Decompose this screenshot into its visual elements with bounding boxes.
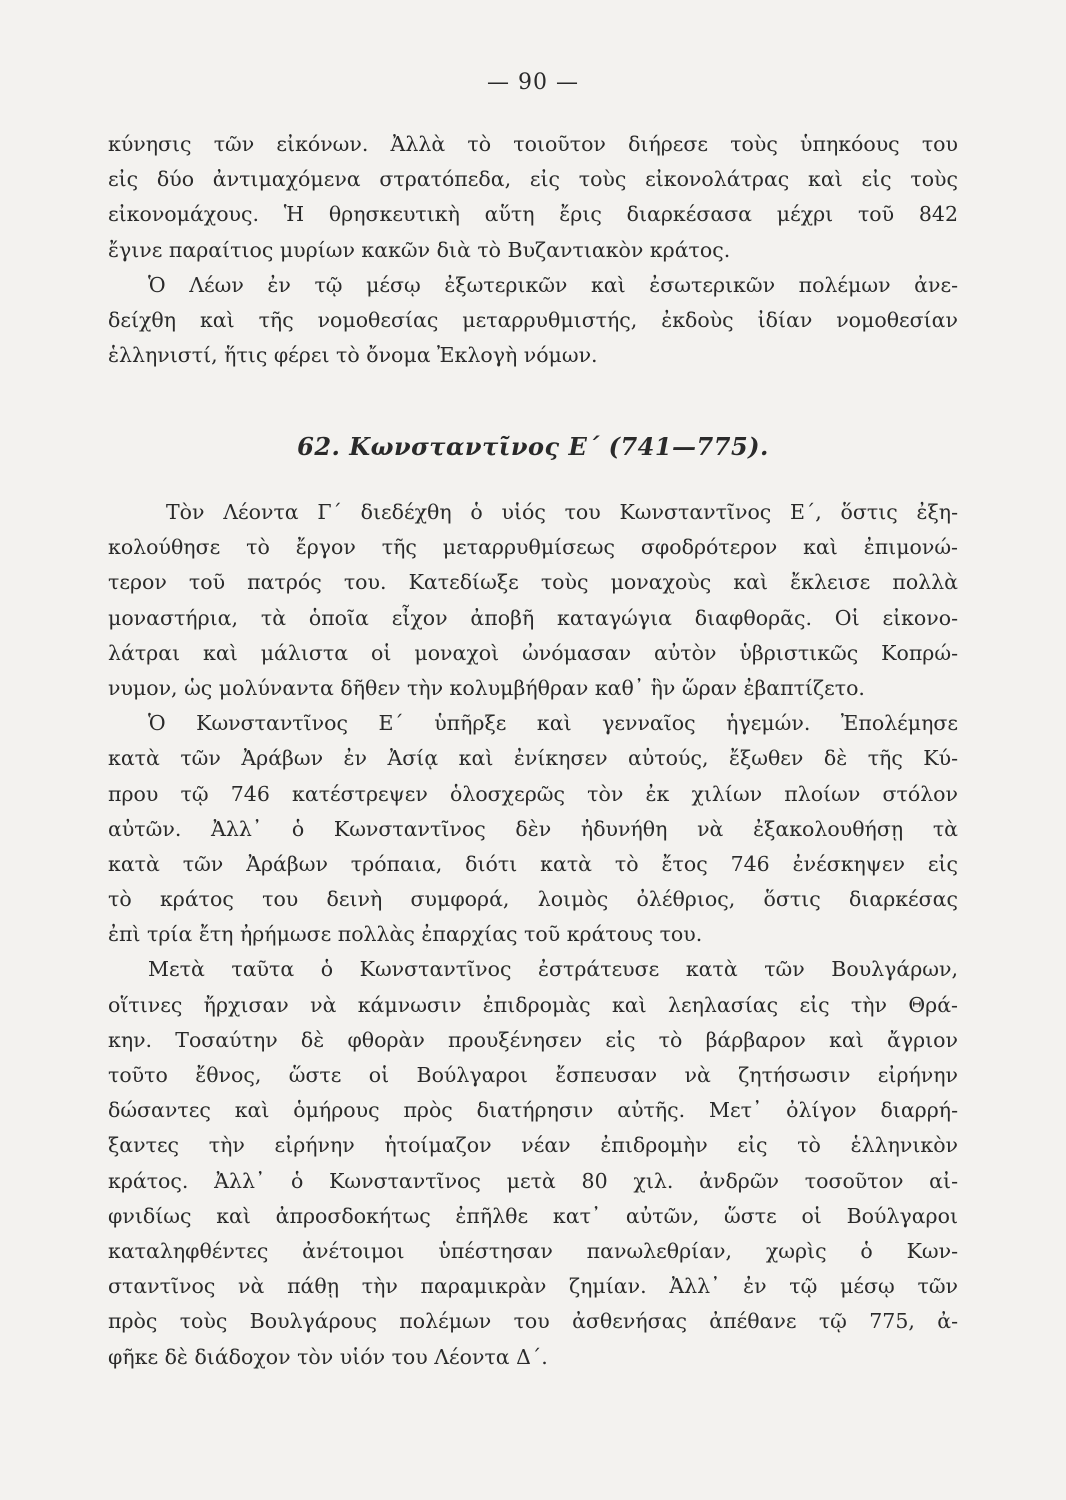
- text-line: τὸ κράτος του δεινὴ συμφορά, λοιμὸς ὀλέθριος, ὅστις διαρκέσας: [108, 887, 958, 912]
- text-line: κατὰ τῶν Ἀράβων τρόπαια, διότι κατὰ τὸ ἔτος 746 ἐνέσκηψεν εἰς: [108, 851, 958, 876]
- text-line: Μετὰ ταῦτα ὁ Κωνσταντῖνος ἐστράτευσε κατὰ τῶν Βουλγάρων,: [148, 957, 958, 982]
- section-heading: 62. Κωνσταντῖνος Ε΄ (741—775).: [297, 432, 769, 461]
- page-number: — 90 —: [487, 70, 579, 95]
- text-line: καταληφθέντες ἀνέτοιμοι ὑπέστησαν πανωλεθρίαν, χωρὶς ὁ Κων-: [108, 1238, 958, 1263]
- text-line: κην. Τοσαύτην δὲ φθορὰν προυξένησεν εἰς τὸ βάρβαρον καὶ ἄγριον: [108, 1027, 958, 1052]
- text-line: ἑλληνιστί, ἥτις φέρει τὸ ὄνομα Ἐκλογὴ νόμων.: [108, 343, 598, 368]
- text-line: ἐπὶ τρία ἔτη ἠρήμωσε πολλὰς ἐπαρχίας τοῦ κράτους του.: [108, 922, 703, 947]
- text-line: τοῦτο ἔθνος, ὥστε οἱ Βούλγαροι ἔσπευσαν νὰ ζητήσωσιν εἰρήνην: [108, 1063, 958, 1087]
- text-line: κράτος. Ἀλλ᾽ ὁ Κωνσταντῖνος μετὰ 80 χιλ. ἀνδρῶν τοσοῦτον αἰ-: [108, 1168, 958, 1193]
- text-block-upper: [108, 127, 958, 373]
- text-line: τερον τοῦ πατρός του. Κατεδίωξε τοὺς μοναχοὺς καὶ ἔκλεισε πολλὰ: [108, 570, 958, 595]
- text-line: κατὰ τῶν Ἀράβων ἐν Ἀσίᾳ καὶ ἐνίκησεν αὐτούς, ἔξωθεν δὲ τῆς Κύ-: [108, 746, 958, 771]
- text-line: λάτραι καὶ μάλιστα οἱ μοναχοὶ ὠνόμασαν αὐτὸν ὑβριστικῶς Κοπρώ-: [108, 640, 958, 665]
- text-line: μοναστήρια, τὰ ὁποῖα εἶχον ἀποβῆ καταγώγια διαφθορᾶς. Οἱ εἰκονο-: [108, 605, 958, 630]
- text-line: εἰκονομάχους. Ἡ θρησκευτικὴ αὕτη ἔρις διαρκέσασα μέχρι τοῦ 842: [108, 202, 958, 227]
- text-line: κολούθησε τὸ ἔργον τῆς μεταρρυθμίσεως σφοδρότερον καὶ ἐπιμονώ-: [108, 535, 958, 560]
- text-line: δώσαντες καὶ ὁμήρους πρὸς διατήρησιν αὐτῆς. Μετ᾽ ὀλίγον διαρρή-: [108, 1098, 958, 1123]
- text-line: εἰς δύο ἀντιμαχόμενα στρατόπεδα, εἰς τοὺς εἰκονολάτρας καὶ εἰς τοὺς: [108, 167, 958, 192]
- text-line: ξαντες τὴν εἰρήνην ἡτοίμαζον νέαν ἐπιδρομὴν εἰς τὸ ἑλληνικὸν: [108, 1133, 958, 1158]
- text-line: νυμον, ὡς μολύναντα δῆθεν τὴν κολυμβήθραν καθ᾽ ἣν ὥραν ἐβαπτίζετο.: [108, 675, 865, 700]
- text-line: ἔγινε παραίτιος μυρίων κακῶν διὰ τὸ Βυζαντιακὸν κράτος.: [108, 237, 731, 262]
- text-line: Ὁ Λέων ἐν τῷ μέσῳ ἐξωτερικῶν καὶ ἐσωτερικῶν πολέμων ἀνε-: [148, 272, 958, 297]
- text-line: πρὸς τοὺς Βουλγάρους πολέμων του ἀσθενήσας ἀπέθανε τῷ 775, ἀ-: [108, 1309, 958, 1334]
- text-line: φῆκε δὲ διάδοχον τὸν υἱόν του Λέοντα Δ΄.: [108, 1344, 548, 1369]
- text-line: κύνησις τῶν εἰκόνων. Ἀλλὰ τὸ τοιοῦτον διήρεσε τοὺς ὑπηκόους του: [108, 132, 958, 156]
- text-line: Ὁ Κωνσταντῖνος Ε΄ ὑπῆρξε καὶ γενναῖος ἡγεμών. Ἐπολέμησε: [148, 711, 958, 736]
- text-line: οἵτινες ἤρχισαν νὰ κάμνωσιν ἐπιδρομὰς καὶ λεηλασίας εἰς τὴν Θρά-: [108, 992, 958, 1017]
- text-line: δείχθη καὶ τῆς νομοθεσίας μεταρρυθμιστής, ἐκδοὺς ἰδίαν νομοθεσίαν: [108, 307, 958, 332]
- text-line: αὐτῶν. Ἀλλ᾽ ὁ Κωνσταντῖνος δὲν ἠδυνήθη νὰ ἐξακολουθήσῃ τὰ: [108, 816, 958, 841]
- text-line: σταντῖνος νὰ πάθῃ τὴν παραμικρὰν ζημίαν. Ἀλλ᾽ ἐν τῷ μέσῳ τῶν: [108, 1274, 958, 1299]
- text-block-lower: [108, 495, 958, 1375]
- text-line: πρου τῷ 746 κατέστρεψεν ὁλοσχερῶς τὸν ἐκ χιλίων πλοίων στόλον: [108, 781, 958, 806]
- text-line: φνιδίως καὶ ἀπροσδοκήτως ἐπῆλθε κατ᾽ αὐτῶν, ὥστε οἱ Βούλγαροι: [108, 1203, 958, 1228]
- text-line: Τὸν Λέοντα Γ΄ διεδέχθη ὁ υἱός του Κωνσταντῖνος Ε΄, ὅστις ἐξη-: [166, 500, 958, 524]
